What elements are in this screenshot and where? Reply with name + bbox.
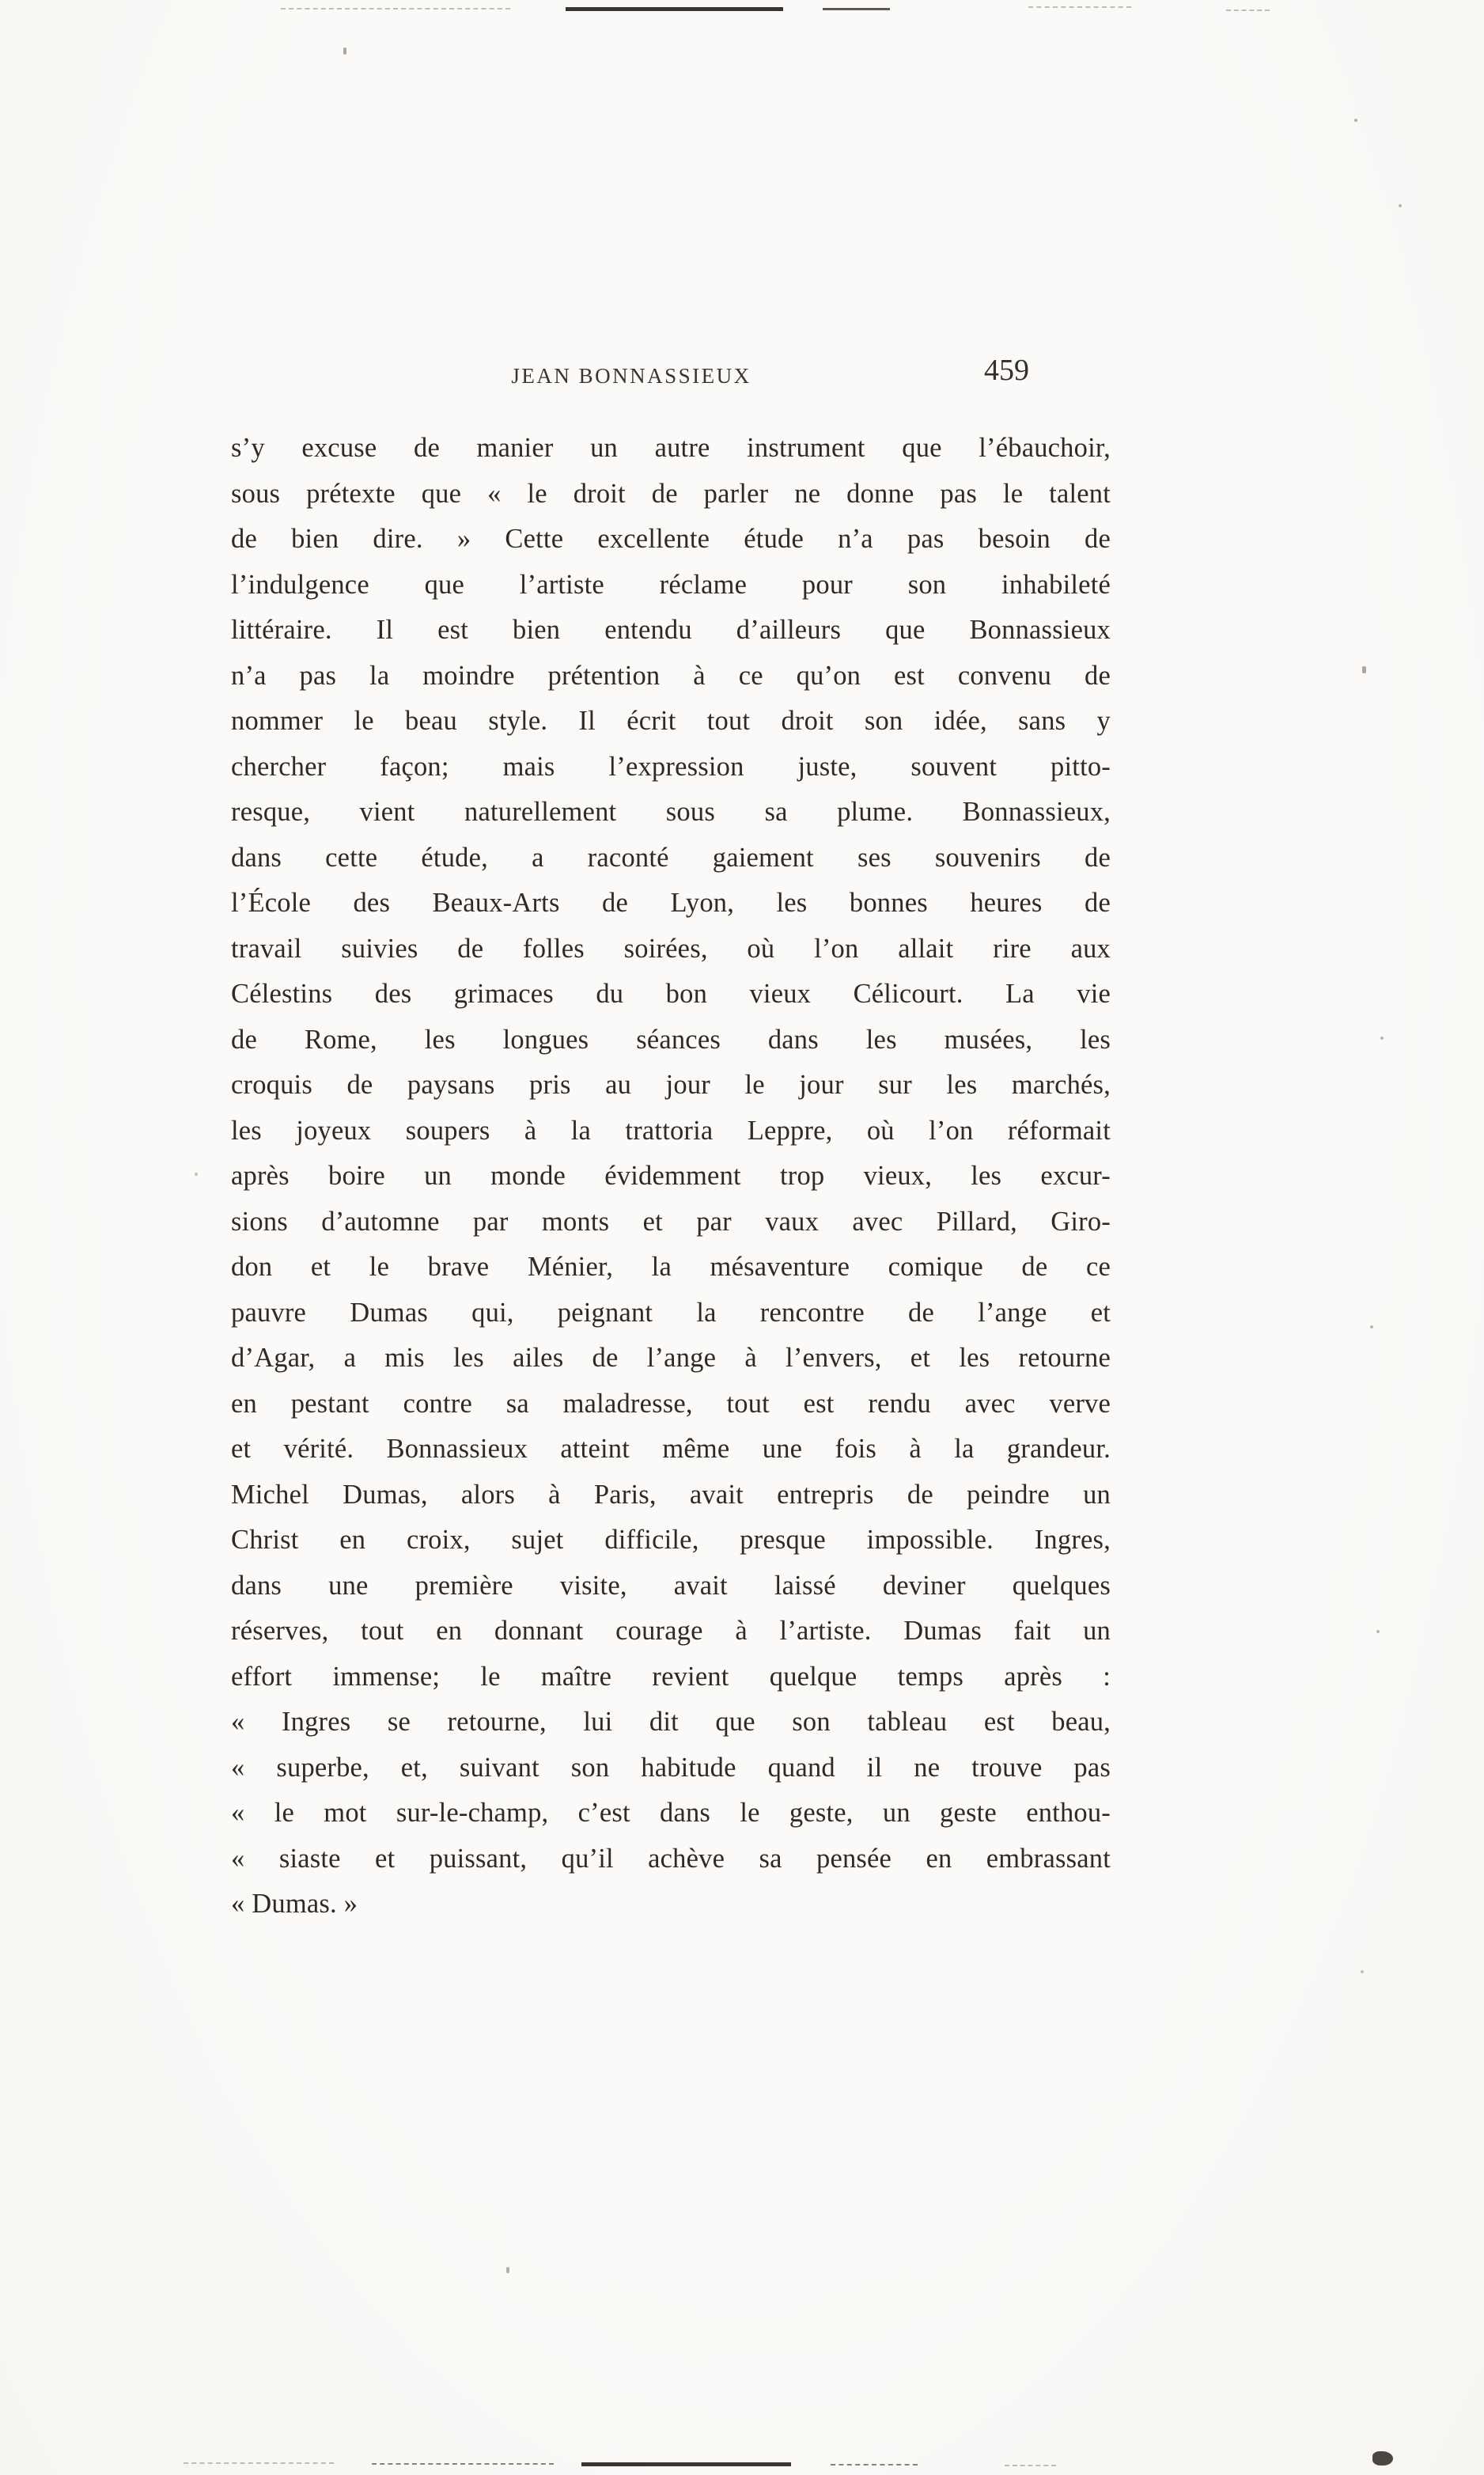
scan-speck xyxy=(1361,1970,1364,1973)
text-line: chercher façon; mais l’expression juste, souvent pitto- xyxy=(231,751,1111,782)
scan-artifact xyxy=(1226,9,1270,11)
scan-artifact xyxy=(823,8,890,10)
text-line: « siaste et puissant, qu’il achève sa pensée en embrassant xyxy=(231,1843,1111,1874)
text-line: nommer le beau style. Il écrit tout droit son idée, sans y xyxy=(231,706,1111,736)
text-line: s’y excuse de manier un autre instrument que l’ébauchoir, xyxy=(231,433,1111,463)
text-line: resque, vient naturellement sous sa plume. Bonnassieux, xyxy=(231,797,1111,827)
scan-speck xyxy=(1399,204,1402,207)
text-line: Michel Dumas, alors à Paris, avait entrepris de peindre un xyxy=(231,1479,1111,1510)
scan-speck xyxy=(1370,1325,1373,1328)
text-line: réserves, tout en donnant courage à l’artiste. Dumas fait un xyxy=(231,1616,1111,1646)
text-line: sous prétexte que « le droit de parler ne donne pas le talent xyxy=(231,478,1111,509)
text-line: Christ en croix, sujet difficile, presque impossible. Ingres, xyxy=(231,1525,1111,1555)
running-head: JEAN BONNASSIEUX xyxy=(511,364,751,388)
text-line: littéraire. Il est bien entendu d’ailleurs que Bonnassieux xyxy=(231,615,1111,645)
scan-speck xyxy=(1354,119,1357,122)
scan-speck xyxy=(1376,1630,1380,1633)
text-line: d’Agar, a mis les ailes de l’ange à l’envers, et les retourne xyxy=(231,1343,1111,1373)
scan-speck xyxy=(1380,1037,1384,1040)
text-block xyxy=(231,426,1111,1927)
text-line: en pestant contre sa maladresse, tout est rendu avec verve xyxy=(231,1388,1111,1419)
scan-artifact xyxy=(581,2462,791,2466)
scan-artifact xyxy=(1372,2451,1393,2466)
text-line: n’a pas la moindre prétention à ce qu’on est convenu de xyxy=(231,660,1111,691)
text-line: travail suivies de folles soirées, où l’on allait rire aux xyxy=(231,933,1111,964)
page-number: 459 xyxy=(984,354,1029,387)
scan-artifact xyxy=(831,2464,918,2466)
text-line: Célestins des grimaces du bon vieux Célicourt. La vie xyxy=(231,979,1111,1009)
scan-artifact xyxy=(281,8,510,9)
text-line: l’École des Beaux-Arts de Lyon, les bonnes heures de xyxy=(231,888,1111,918)
text-line: croquis de paysans pris au jour le jour sur les marchés, xyxy=(231,1070,1111,1100)
text-line: dans cette étude, a raconté gaiement ses souvenirs de xyxy=(231,842,1111,873)
scan-speck xyxy=(1362,666,1366,673)
text-line: de Rome, les longues séances dans les musées, les xyxy=(231,1024,1111,1055)
scan-speck xyxy=(195,1173,198,1176)
scan-artifact xyxy=(566,7,783,11)
text-line: pauvre Dumas qui, peignant la rencontre de l’ange et xyxy=(231,1297,1111,1328)
text-line: sions d’automne par monts et par vaux avec Pillard, Giro- xyxy=(231,1206,1111,1237)
text-line: dans une première visite, avait laissé deviner quelques xyxy=(231,1570,1111,1601)
scan-artifact xyxy=(1005,2465,1056,2466)
page-header xyxy=(231,354,1111,396)
scan-speck xyxy=(506,2267,509,2273)
text-line: l’indulgence que l’artiste réclame pour son inhabileté xyxy=(231,569,1111,600)
scan-speck xyxy=(343,47,346,55)
text-line: « superbe, et, suivant son habitude quand il ne trouve pas xyxy=(231,1752,1111,1783)
scan-artifact xyxy=(1028,6,1131,8)
scan-artifact xyxy=(372,2463,554,2465)
text-line: effort immense; le maître revient quelque temps après : xyxy=(231,1661,1111,1692)
text-line: et vérité. Bonnassieux atteint même une fois à la grandeur. xyxy=(231,1434,1111,1464)
text-line: de bien dire. » Cette excellente étude n’a pas besoin de xyxy=(231,524,1111,554)
text-line: « Ingres se retourne, lui dit que son tableau est beau, xyxy=(231,1707,1111,1737)
text-line: « le mot sur-le-champ, c’est dans le geste, un geste enthou- xyxy=(231,1798,1111,1828)
text-line: don et le brave Ménier, la mésaventure comique de ce xyxy=(231,1252,1111,1282)
text-line: les joyeux soupers à la trattoria Leppre, où l’on réformait xyxy=(231,1115,1111,1146)
scan-artifact xyxy=(184,2462,334,2464)
text-line: après boire un monde évidemment trop vieux, les excur- xyxy=(231,1161,1111,1191)
text-line: « Dumas. » xyxy=(231,1889,358,1919)
